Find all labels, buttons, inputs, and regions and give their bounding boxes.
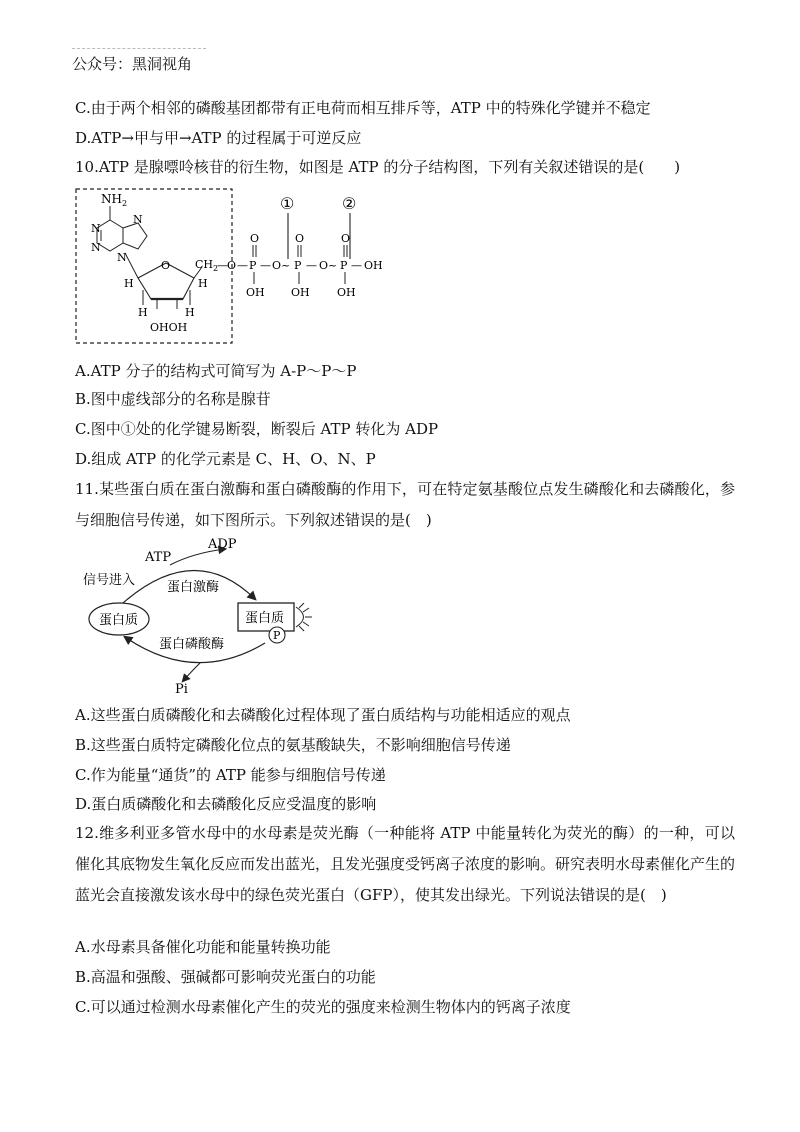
atp-label: ATP [145, 550, 172, 565]
svg-text:N: N [91, 222, 101, 235]
q10-option-b: B.图中虚线部分的名称是腺苷 [75, 390, 271, 408]
svg-text:OHOH: OHOH [150, 321, 188, 334]
question-10: 10.ATP 是腺嘌呤核苷的衍生物，如图是 ATP 的分子结构图，下列有关叙述错误的是( ) [75, 158, 681, 176]
q11-option-a: A.这些蛋白质磷酸化和去磷酸化过程体现了蛋白质结构与功能相适应的观点 [75, 706, 571, 724]
protein-left-label: 蛋白质 [99, 613, 139, 628]
svg-text:CH2: $CH_2$ [195, 258, 219, 273]
svg-text:N: N [133, 213, 143, 226]
svg-text:P: P [294, 259, 302, 272]
svg-text:O: O [227, 259, 237, 272]
bond-label-2: ② [342, 194, 357, 213]
svg-text:P: P [273, 629, 281, 642]
q12-option-c: C.可以通过检测水母素催化产生的荧光的强度来检测生物体内的钙离子浓度 [75, 998, 571, 1016]
nh2-label: $NH_2$ [101, 192, 128, 208]
q9-option-d: D.ATP→甲与甲→ATP 的过程属于可逆反应 [75, 129, 362, 147]
phosphorylation-cycle-figure [75, 535, 335, 695]
svg-text:OH: OH [291, 286, 310, 299]
signal-label: 信号进入 [83, 573, 136, 588]
svg-text:N: N [91, 241, 101, 254]
svg-text:P: P [249, 259, 257, 272]
pi-label: Pi [175, 682, 188, 695]
svg-text:H: H [198, 277, 208, 290]
svg-text:H: H [124, 277, 134, 290]
q11-option-b: B.这些蛋白质特定磷酸化位点的氨基酸缺失，不影响细胞信号传递 [75, 736, 511, 754]
protein-right-label: 蛋白质 [245, 611, 285, 626]
question-12: 12.维多利亚多管水母中的水母素是荧光酶（一种能将 ATP 中能量转化为荧光的酶）的一种，可以催化其底物发生氧化反应而发出蓝光，且发光强度受钙离子浓度的影响。研究表明水母素催化产生的蓝光会直接激发该水母中的绿色荧光蛋白（GFP），使其发出绿光。下列说法错误的是( ) [75, 824, 736, 904]
svg-text:O: O [272, 259, 282, 272]
q12-option-b: B.高温和强酸、强碱都可影响荧光蛋白的功能 [75, 968, 376, 986]
svg-text:OH: OH [364, 259, 383, 272]
atp-structure-figure [70, 183, 430, 348]
svg-text:O: O [319, 259, 329, 272]
svg-text:OH: OH [337, 286, 356, 299]
svg-text:O: O [250, 232, 260, 245]
q10-option-d: D.组成 ATP 的化学元素是 C、H、O、N、P [75, 450, 376, 468]
svg-text:H: H [138, 306, 148, 319]
adp-label: ADP [208, 537, 237, 552]
phosphatase-label: 蛋白磷酸酶 [159, 637, 225, 652]
svg-text:H: H [185, 306, 195, 319]
svg-text:~: ~ [281, 259, 291, 272]
svg-text:OH: OH [246, 286, 265, 299]
svg-text:~: ~ [328, 259, 338, 272]
q12-option-a: A.水母素具备催化功能和能量转换功能 [75, 938, 331, 956]
svg-text:N: N [117, 251, 127, 264]
q11-option-d: D.蛋白质磷酸化和去磷酸化反应受温度的影响 [75, 795, 377, 813]
svg-text:O: O [161, 259, 171, 272]
svg-text:—: — [306, 259, 317, 272]
q11-option-c: C.作为能量“通货”的 ATP 能参与细胞信号传递 [75, 766, 386, 784]
svg-text:P: P [340, 259, 348, 272]
watermark: 公众号：黑洞视角 [72, 48, 206, 79]
svg-text:—: — [217, 259, 228, 272]
svg-text:—: — [260, 259, 271, 272]
q10-option-a: A.ATP 分子的结构式可简写为 A-P～P～P [75, 362, 357, 380]
svg-text:—: — [351, 259, 362, 272]
q9-option-c: C.由于两个相邻的磷酸基团都带有正电荷而相互排斥等，ATP 中的特殊化学键并不稳定 [75, 99, 651, 117]
kinase-label: 蛋白激酶 [167, 580, 220, 595]
question-11: 11.某些蛋白质在蛋白激酶和蛋白磷酸酶的作用下，可在特定氨基酸位点发生磷酸化和去磷酸化，参与细胞信号传递，如下图所示。下列叙述错误的是( ) [75, 480, 735, 529]
svg-text:O: O [341, 232, 351, 245]
svg-text:—: — [237, 259, 248, 272]
q10-option-c: C.图中①处的化学键易断裂，断裂后 ATP 转化为 ADP [75, 420, 439, 438]
bond-label-1: ① [280, 194, 295, 213]
svg-text:O: O [295, 232, 305, 245]
